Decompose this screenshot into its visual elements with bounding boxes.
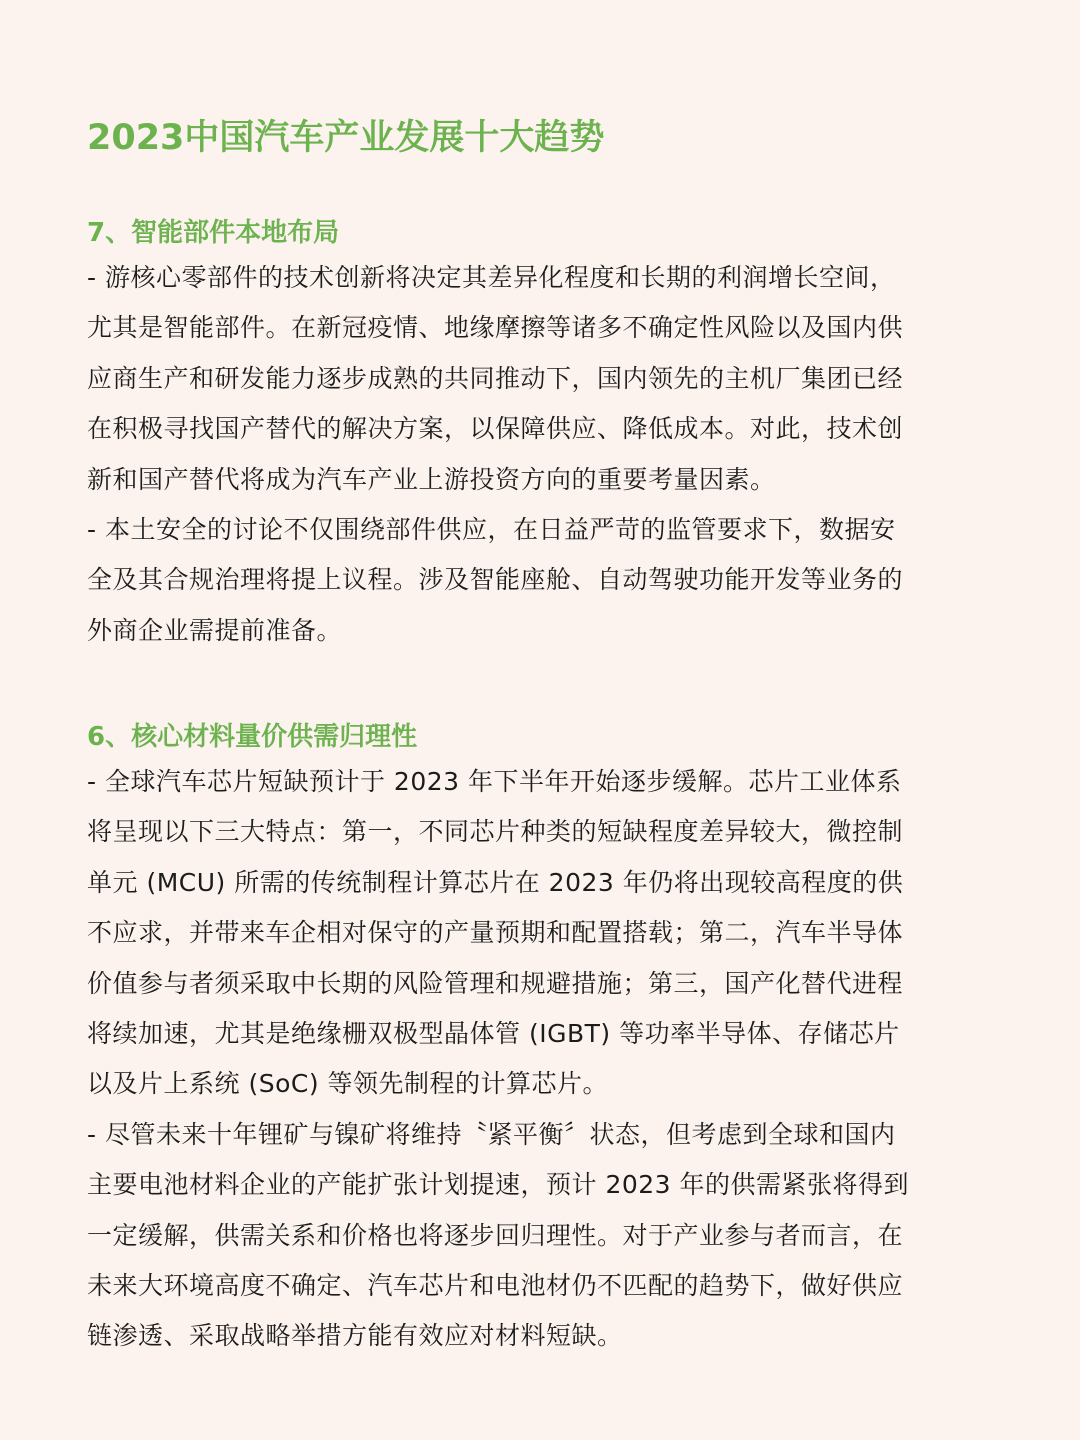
text-line: - 游核心零部件的技术创新将决定其差异化程度和长期的利润增长空间，: [87, 263, 896, 292]
text-line: 链渗透、采取战略举措方能有效应对材料短缺。: [87, 1321, 623, 1351]
text-line: 新和国产替代将成为汽车产业上游投资方向的重要考量因素。: [87, 464, 776, 494]
text-line: 应商生产和研发能力逐步成熟的共同推动下，国内领先的主机厂集团已经: [87, 363, 904, 393]
text-line: 外商企业需提前准备。: [87, 615, 343, 645]
text-line: 价值参与者须采取中长期的风险管理和规避措施；第三，国产化替代进程: [87, 968, 904, 998]
section-body: [87, 757, 997, 1362]
text-line: 在积极寻找国产替代的解决方案，以保障供应、降低成本。对此，技术创: [87, 414, 904, 444]
page-title: 2023中国汽车产业发展十大趋势: [87, 118, 605, 158]
text-line: 将呈现以下三大特点：第一，不同芯片种类的短缺程度差异较大，微控制: [87, 817, 904, 847]
text-line: 将续加速，尤其是绝缘栅双极型晶体管 (IGBT) 等功率半导体、存储芯片: [87, 1018, 900, 1048]
text-line: 不应求，并带来车企相对保守的产量预期和配置搭载；第二，汽车半导体: [87, 918, 904, 948]
text-line: 未来大环境高度不确定、汽车芯片和电池材仍不匹配的趋势下，做好供应: [87, 1270, 904, 1300]
text-line: - 全球汽车芯片短缺预计于 2023 年下半年开始逐步缓解。芯片工业体系: [87, 767, 902, 796]
text-line: 全及其合规治理将提上议程。涉及智能座舱、自动驾驶功能开发等业务的: [87, 565, 904, 595]
text-line: 一定缓解，供需关系和价格也将逐步回归理性。对于产业参与者而言，在: [87, 1220, 904, 1250]
text-line: 主要电池材料企业的产能扩张计划提速，预计 2023 年的供需紧张将得到: [87, 1170, 910, 1200]
text-line: 尤其是智能部件。在新冠疫情、地缘摩擦等诸多不确定性风险以及国内供: [87, 313, 904, 343]
section-heading: 6、核心材料量价供需归理性: [87, 722, 418, 752]
section-heading: 7、智能部件本地布局: [87, 218, 340, 248]
section-body: [87, 253, 997, 656]
text-line: - 本土安全的讨论不仅围绕部件供应，在日益严苛的监管要求下，数据安: [87, 514, 896, 544]
text-line: 单元 (MCU) 所需的传统制程计算芯片在 2023 年仍将出现较高程度的供: [87, 867, 904, 897]
text-line: 以及片上系统 (SoC) 等领先制程的计算芯片。: [87, 1069, 609, 1099]
text-line: - 尽管未来十年锂矿与镍矿将维持〝紧平衡〞状态，但考虑到全球和国内: [87, 1119, 896, 1149]
